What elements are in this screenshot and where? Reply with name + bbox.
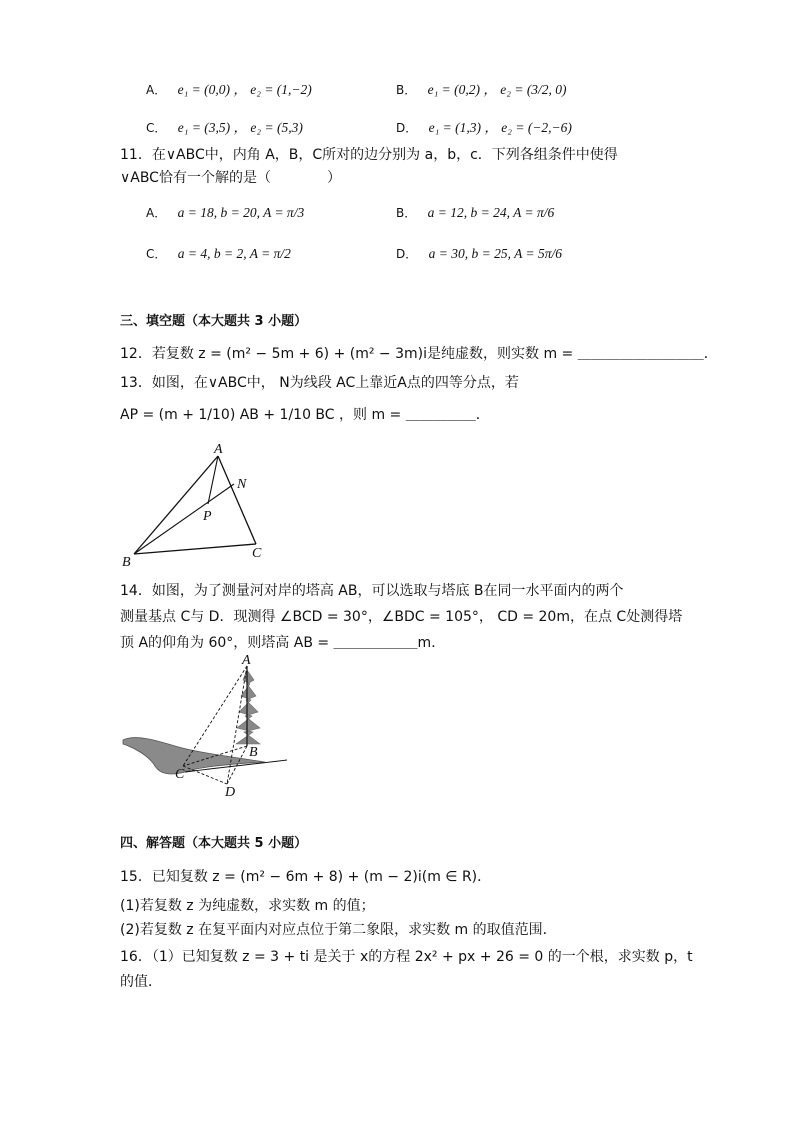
vertex-label-c: C (252, 546, 262, 561)
q11-stem-line2: ∨ABC恰有一个解的是（ ） (120, 170, 341, 186)
q15-part2: (2)若复数 z 在复平面内对应点位于第二象限，求实数 m 的取值范围． (120, 922, 557, 938)
option-text: a = 30, b = 25, A = 5π/6 (428, 246, 562, 261)
option-label: C． (146, 247, 167, 261)
q16-line1: 16．（1）已知复数 z = 3 + ti 是关于 x的方程 2x² + px + 26 = 0 的一个根，求实数 p，t (120, 949, 693, 965)
option-text: a = 12, b = 24, A = π/6 (427, 205, 555, 220)
q13-stem-line2: AP = (m + 1/10) AB + 1/10 BC ，则 m = ＿＿＿＿＿． (120, 407, 490, 423)
q12-text: 12．若复数 z = (m² − 5m + 6) + (m² − 3m)i是纯虚数，则实数 m = ＿＿＿＿＿＿＿＿＿． (120, 346, 718, 362)
q10-option-c (146, 116, 303, 136)
option-label: D． (396, 247, 418, 261)
line-cd (183, 766, 227, 784)
option-text: e₁ = (0,0) ， e₂ = (1,−2) (177, 82, 312, 97)
section-title-fill-in: 三、填空题（本大题共 3 小题） (120, 314, 308, 329)
option-label: A． (146, 83, 167, 97)
vertex-label-a: A (214, 442, 223, 457)
q11-option-c (146, 245, 291, 262)
segment-bn (134, 484, 234, 554)
q14-stem-line3: 顶 A的仰角为 60°，则塔高 AB = ＿＿＿＿＿＿m． (120, 635, 446, 651)
option-text: a = 18, b = 20, A = π/3 (177, 205, 305, 220)
side-ab (134, 456, 218, 554)
option-text: a = 4, b = 2, A = π/2 (177, 246, 291, 261)
vertex-label-d: D (225, 785, 236, 798)
q11-option-b (396, 204, 554, 221)
q14-stem-line1: 14．如图，为了测量河对岸的塔高 AB，可以选取与塔底 B在同一水平面内的两个 (120, 583, 624, 599)
q11-stem-line1: 11．在∨ABC中，内角 A，B，C所对的边分别为 a，b，c．下列各组条件中使得 (120, 147, 618, 163)
triangle-figure-q13 (110, 440, 290, 570)
q10-option-a (146, 78, 312, 98)
option-label: C． (146, 121, 167, 135)
vertex-label-b: B (249, 745, 258, 760)
option-text: e₁ = (0,2) ， e₂ = (3/2, 0) (427, 82, 567, 97)
vertex-label-c: C (175, 767, 185, 782)
option-label: A． (146, 206, 167, 220)
q15-stem: 15．已知复数 z = (m² − 6m + 8) + (m − 2)i(m ∈ R)． (120, 869, 492, 885)
option-label: B． (396, 83, 417, 97)
q10-option-b (396, 78, 567, 98)
option-label: D． (396, 121, 418, 135)
vertex-label-a: A (242, 653, 251, 668)
q13-stem-line1: 13．如图，在∨ABC中， N为线段 AC上靠近A点的四等分点，若 (120, 375, 519, 391)
q11-option-d (396, 245, 562, 262)
vertex-label-b: B (122, 555, 131, 570)
tower-figure-q14 (115, 652, 295, 798)
option-label: B． (396, 206, 417, 220)
point-label-n: N (237, 477, 247, 492)
q15-part1: (1)若复数 z 为纯虚数，求实数 m 的值； (120, 898, 375, 914)
q16-line2: 的值． (120, 974, 162, 990)
side-ac (218, 456, 256, 544)
option-text: e₁ = (1,3) ， e₂ = (−2,−6) (428, 120, 572, 135)
line-ac (183, 666, 247, 766)
q10-option-d (396, 116, 572, 136)
option-text: e₁ = (3,5) ， e₂ = (5,3) (177, 120, 303, 135)
q14-stem-line2: 测量基点 C与 D．现测得 ∠BCD = 30°，∠BDC = 105°， CD = 20m，在点 C处测得塔 (120, 609, 683, 625)
point-label-p: P (203, 509, 212, 524)
section-title-answer: 四、解答题（本大题共 5 小题） (120, 836, 308, 851)
q11-option-a (146, 204, 304, 221)
side-bc (134, 544, 256, 554)
